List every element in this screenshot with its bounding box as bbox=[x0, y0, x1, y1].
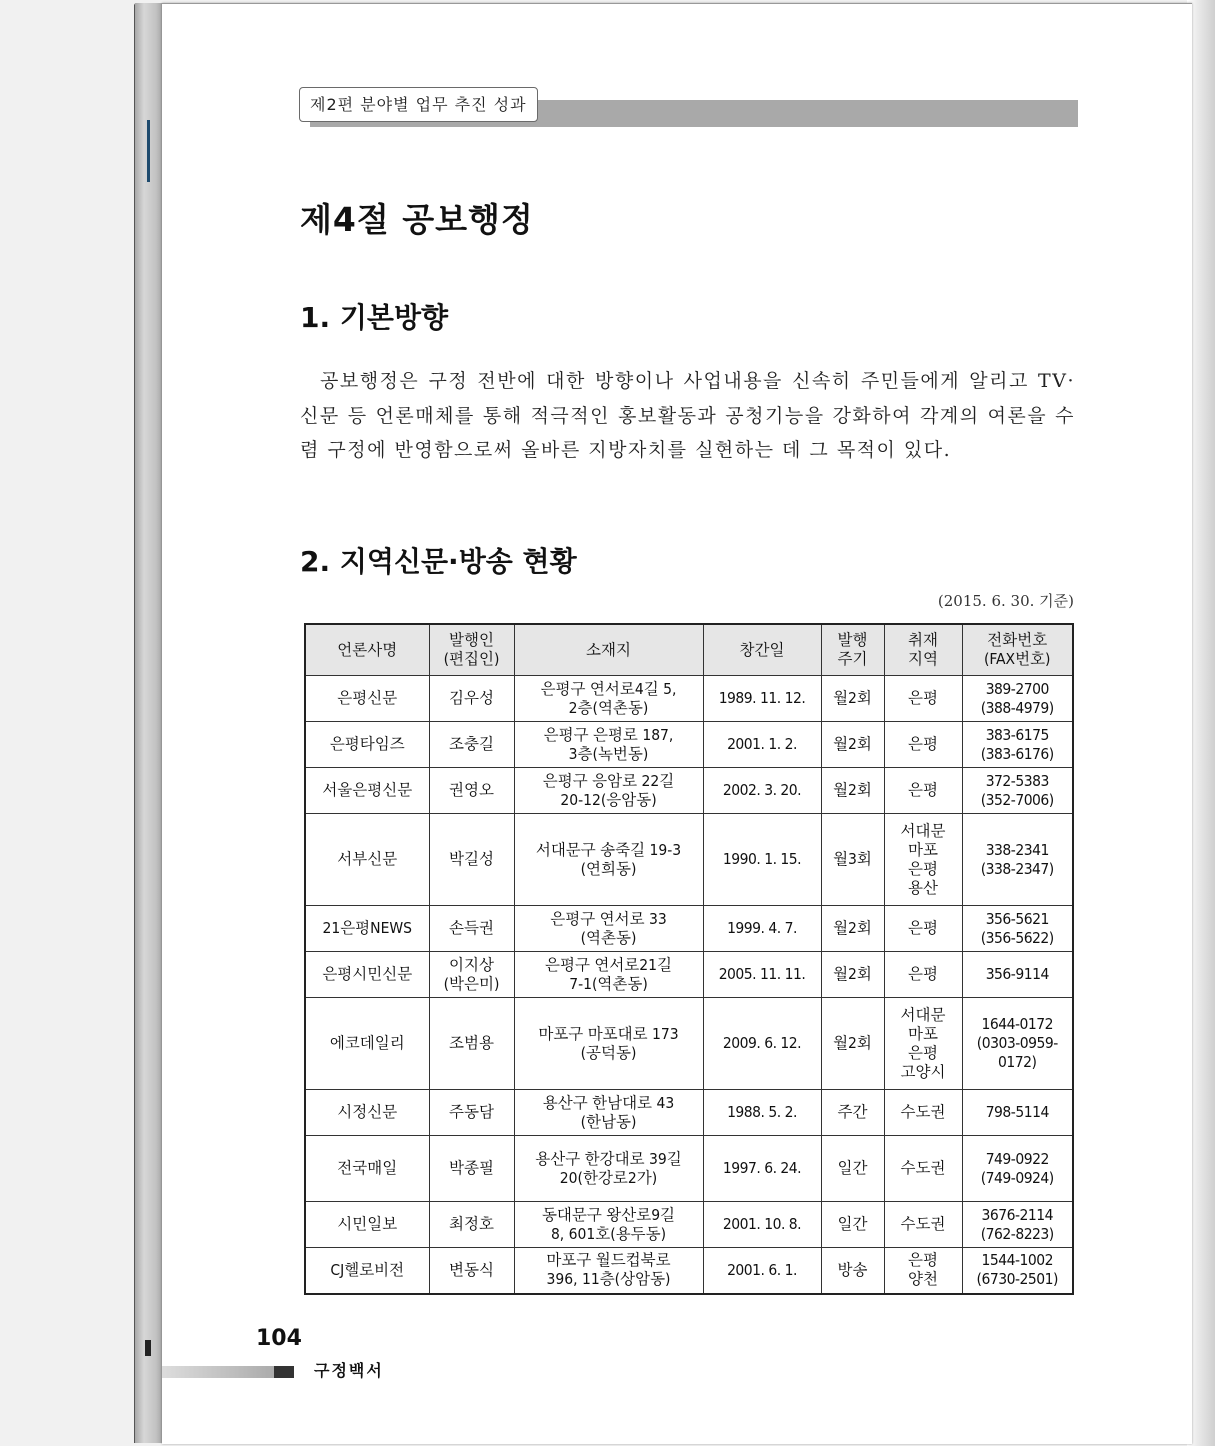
cell-name bbox=[305, 1248, 429, 1294]
cell-phone-line: (338-2347) bbox=[980, 859, 1054, 878]
cell-phone bbox=[962, 1136, 1073, 1202]
cell-cycle bbox=[821, 952, 884, 998]
col-header-address: 소재지 bbox=[514, 624, 703, 676]
cell-address-line: 은평구 연서로 33 bbox=[550, 909, 667, 928]
col-header-phone: 전화번호 (FAX번호) bbox=[962, 624, 1073, 676]
cell-name bbox=[305, 952, 429, 998]
cell-phone bbox=[962, 1248, 1073, 1294]
cell-name bbox=[305, 1090, 429, 1136]
cell-address-line: 20(한강로2가) bbox=[559, 1168, 658, 1187]
cell-address-line: 용산구 한남대로 43 bbox=[542, 1093, 675, 1112]
cell-founded bbox=[703, 906, 821, 952]
cell-publisher-line: 손득권 bbox=[449, 919, 494, 937]
cell-publisher bbox=[429, 906, 514, 952]
cell-phone bbox=[962, 1202, 1073, 1248]
cell-area-line: 양천 bbox=[908, 1270, 938, 1289]
section-title: 제4절 공보행정 bbox=[300, 200, 534, 239]
col-header-founded: 창간일 bbox=[703, 624, 821, 676]
cell-phone-line: (356-5622) bbox=[980, 928, 1054, 947]
col-header-cycle: 발행 주기 bbox=[821, 624, 884, 676]
cell-phone-line: 356-9114 bbox=[985, 965, 1049, 983]
cell-name-text: 시민일보 bbox=[337, 1215, 398, 1233]
cell-founded-text: 2001. 10. 8. bbox=[722, 1215, 802, 1233]
cell-phone-line: (383-6176) bbox=[980, 744, 1054, 763]
cell-area bbox=[884, 952, 962, 998]
cell-area bbox=[884, 1248, 962, 1294]
cell-publisher-line: (박은미) bbox=[443, 974, 500, 993]
cell-founded bbox=[703, 1136, 821, 1202]
cell-phone bbox=[962, 676, 1073, 722]
cell-address-line: 은평구 응암로 22길 bbox=[542, 771, 675, 790]
table-row bbox=[305, 722, 1073, 768]
cell-phone bbox=[962, 1090, 1073, 1136]
cell-address-line: 동대문구 왕산로9길 bbox=[541, 1205, 676, 1224]
cell-publisher bbox=[429, 1136, 514, 1202]
table-row bbox=[305, 1248, 1073, 1294]
cell-cycle-text: 월3회 bbox=[833, 850, 872, 868]
cell-area-line: 서대문 bbox=[900, 1005, 946, 1024]
table-row bbox=[305, 1136, 1073, 1202]
cell-phone bbox=[962, 722, 1073, 768]
cell-area-line: 서대문 bbox=[900, 821, 946, 840]
cell-area-line: 은평 bbox=[908, 1251, 938, 1270]
cell-publisher-line: 조충길 bbox=[449, 735, 494, 753]
cell-area-line: 은평 bbox=[908, 919, 938, 937]
cell-name bbox=[305, 676, 429, 722]
cell-cycle bbox=[821, 1202, 884, 1248]
cell-area-line: 은평 bbox=[908, 735, 938, 753]
cell-phone-line: (352-7006) bbox=[980, 790, 1054, 809]
basis-date: (2015. 6. 30. 기준) bbox=[937, 592, 1074, 610]
cell-founded-text: 2009. 6. 12. bbox=[722, 1034, 802, 1052]
cell-publisher-line: 변동식 bbox=[449, 1260, 494, 1279]
cell-area bbox=[884, 722, 962, 768]
cell-area-line: 고양시 bbox=[900, 1062, 946, 1081]
cell-phone-line: 0172) bbox=[998, 1053, 1037, 1071]
cell-cycle-text: 방송 bbox=[837, 1260, 868, 1279]
document-page bbox=[162, 3, 1192, 1444]
cell-phone-line: 1644-0172 bbox=[981, 1015, 1053, 1033]
page-number: 104 bbox=[256, 1326, 302, 1351]
cell-cycle bbox=[821, 768, 884, 814]
table-header-row bbox=[305, 624, 1073, 676]
cell-area-line: 마포 bbox=[908, 1024, 938, 1043]
cell-publisher bbox=[429, 952, 514, 998]
cell-cycle-text: 월2회 bbox=[833, 919, 872, 937]
cell-founded bbox=[703, 952, 821, 998]
cell-phone-line: (0303-0959- bbox=[976, 1034, 1058, 1052]
cell-address-line: 8, 601호(용두동) bbox=[550, 1224, 667, 1243]
body-paragraph: 공보행정은 구정 전반에 대한 방향이나 사업내용을 신속히 주민들에게 알리고 TV·신문 등 언론매체를 통해 적극적인 홍보활동과 공청기능을 강화하여 각계의 여론을 수렴 구정에 반영함으로써 올바른 지방자치를 실현하는 데 그 목적이 있다. bbox=[300, 370, 1075, 461]
cell-founded-text: 1989. 11. 12. bbox=[718, 689, 806, 707]
cell-address bbox=[514, 1090, 703, 1136]
col-header-area: 취재 지역 bbox=[884, 624, 962, 676]
col-header-publisher: 발행인 (편집인) bbox=[429, 624, 514, 676]
cell-founded bbox=[703, 676, 821, 722]
cell-publisher bbox=[429, 676, 514, 722]
cell-founded-text: 2001. 1. 2. bbox=[727, 735, 797, 753]
cell-name-text: 은평타임즈 bbox=[329, 735, 405, 753]
cell-cycle bbox=[821, 722, 884, 768]
cell-name bbox=[305, 814, 429, 906]
table-row bbox=[305, 952, 1073, 998]
cell-founded-text: 1990. 1. 15. bbox=[722, 850, 802, 868]
cell-area bbox=[884, 676, 962, 722]
part-label: 제2편 분야별 업무 추진 성과 bbox=[299, 87, 538, 122]
cell-phone bbox=[962, 906, 1073, 952]
cell-address-line: (연희동) bbox=[580, 859, 637, 878]
cell-area bbox=[884, 814, 962, 906]
cell-name-text: 전국매일 bbox=[337, 1159, 398, 1177]
book-spine-edge bbox=[134, 3, 165, 1443]
cell-address-line: 2층(역촌동) bbox=[568, 698, 649, 717]
table-row bbox=[305, 814, 1073, 906]
table-row bbox=[305, 906, 1073, 952]
cell-address-line: 은평구 은평로 187, bbox=[543, 725, 674, 744]
cell-founded-text: 1997. 6. 24. bbox=[722, 1159, 802, 1177]
cell-phone-line: (749-0924) bbox=[980, 1168, 1054, 1187]
spine-marker bbox=[145, 1340, 151, 1356]
cell-founded-text: 2005. 11. 11. bbox=[718, 965, 806, 983]
cell-publisher-line: 조범용 bbox=[449, 1034, 494, 1052]
cell-address bbox=[514, 906, 703, 952]
cell-cycle bbox=[821, 1248, 884, 1294]
cell-address bbox=[514, 1248, 703, 1294]
media-table bbox=[304, 623, 1074, 1295]
cell-publisher bbox=[429, 998, 514, 1090]
cell-cycle-text: 월2회 bbox=[833, 1034, 872, 1052]
cell-publisher-line: 박종필 bbox=[449, 1159, 494, 1177]
cell-publisher-line: 이지상 bbox=[449, 955, 494, 974]
cell-address-line: 마포구 마포대로 173 bbox=[538, 1024, 679, 1043]
cell-name bbox=[305, 998, 429, 1090]
cell-publisher bbox=[429, 768, 514, 814]
cell-address-line: 20-12(응암동) bbox=[560, 790, 657, 809]
cell-founded bbox=[703, 814, 821, 906]
cell-cycle bbox=[821, 676, 884, 722]
cell-name bbox=[305, 722, 429, 768]
cell-name-text: 서부신문 bbox=[337, 850, 398, 868]
footer-bar-accent bbox=[274, 1366, 294, 1378]
cell-publisher-line: 김우성 bbox=[449, 689, 494, 707]
cell-cycle bbox=[821, 998, 884, 1090]
cell-cycle-text: 월2회 bbox=[833, 735, 872, 753]
book-title: 구정백서 bbox=[314, 1361, 384, 1380]
cell-publisher-line: 권영오 bbox=[449, 781, 494, 799]
cell-area bbox=[884, 768, 962, 814]
cell-area-line: 은평 bbox=[908, 965, 938, 983]
cell-name-text: 21은평NEWS bbox=[322, 919, 413, 937]
cell-address-line: 마포구 월드컵북로 bbox=[546, 1251, 671, 1270]
cell-name-text: 은평시민신문 bbox=[322, 965, 413, 983]
cell-address-line: 7-1(역촌동) bbox=[569, 974, 648, 993]
cell-founded-text: 1988. 5. 2. bbox=[727, 1103, 797, 1121]
cell-area bbox=[884, 998, 962, 1090]
cell-publisher-line: 최정호 bbox=[449, 1215, 494, 1233]
cell-phone-line: (6730-2501) bbox=[976, 1270, 1058, 1289]
cell-cycle-text: 일간 bbox=[837, 1159, 868, 1177]
table-body bbox=[305, 676, 1073, 1294]
cell-name-text: 에코데일리 bbox=[329, 1034, 405, 1052]
cell-cycle-text: 월2회 bbox=[833, 689, 872, 707]
cell-area-line: 마포 bbox=[908, 840, 938, 859]
cell-area-line: 수도권 bbox=[900, 1103, 946, 1121]
cell-area-line: 은평 bbox=[908, 1043, 938, 1062]
cell-founded bbox=[703, 722, 821, 768]
cell-founded bbox=[703, 1090, 821, 1136]
spine-marker bbox=[147, 120, 150, 182]
cell-address-line: 3층(녹번동) bbox=[568, 744, 649, 763]
cell-publisher bbox=[429, 722, 514, 768]
cell-phone-line: 372-5383 bbox=[985, 771, 1049, 790]
cell-address-line: (공덕동) bbox=[580, 1043, 637, 1062]
cell-name-text: 은평신문 bbox=[337, 689, 398, 707]
cell-area-line: 용산 bbox=[908, 878, 938, 897]
table-row bbox=[305, 1202, 1073, 1248]
cell-publisher bbox=[429, 814, 514, 906]
table-row bbox=[305, 1090, 1073, 1136]
cell-address-line: 396, 11층(상암동) bbox=[546, 1270, 671, 1289]
cell-area-line: 은평 bbox=[908, 781, 938, 799]
cell-address bbox=[514, 676, 703, 722]
table-row bbox=[305, 768, 1073, 814]
cell-founded bbox=[703, 998, 821, 1090]
cell-founded-text: 2001. 6. 1. bbox=[727, 1260, 797, 1279]
cell-phone bbox=[962, 952, 1073, 998]
cell-area bbox=[884, 1202, 962, 1248]
cell-area-line: 은평 bbox=[908, 689, 938, 707]
cell-address-line: 서대문구 송죽길 19-3 bbox=[535, 840, 682, 859]
cell-address-line: 은평구 연서로4길 5, bbox=[540, 679, 677, 698]
cell-cycle bbox=[821, 814, 884, 906]
cell-address bbox=[514, 722, 703, 768]
cell-area-line: 수도권 bbox=[900, 1215, 946, 1233]
cell-cycle bbox=[821, 1136, 884, 1202]
cell-address-line: 은평구 연서로21길 bbox=[545, 955, 672, 974]
footer-bar bbox=[162, 1366, 277, 1378]
cell-address bbox=[514, 1202, 703, 1248]
cell-cycle bbox=[821, 1090, 884, 1136]
cell-address bbox=[514, 952, 703, 998]
cell-address-line: 용산구 한강대로 39길 bbox=[535, 1149, 682, 1168]
cell-phone bbox=[962, 998, 1073, 1090]
cell-founded bbox=[703, 1248, 821, 1294]
cell-founded-text: 2002. 3. 20. bbox=[722, 781, 802, 799]
cell-cycle-text: 주간 bbox=[837, 1103, 868, 1121]
cell-name bbox=[305, 906, 429, 952]
cell-phone-line: (388-4979) bbox=[980, 698, 1054, 717]
cell-publisher-line: 주동담 bbox=[449, 1103, 494, 1121]
cell-publisher bbox=[429, 1248, 514, 1294]
cell-founded bbox=[703, 1202, 821, 1248]
cell-address-line: (한남동) bbox=[580, 1112, 637, 1131]
cell-phone-line: 338-2341 bbox=[985, 840, 1049, 859]
cell-phone-line: 798-5114 bbox=[985, 1103, 1049, 1121]
cell-cycle bbox=[821, 906, 884, 952]
cell-phone-line: 749-0922 bbox=[985, 1149, 1049, 1168]
cell-phone bbox=[962, 814, 1073, 906]
cell-name bbox=[305, 1202, 429, 1248]
cell-address bbox=[514, 768, 703, 814]
cell-founded bbox=[703, 768, 821, 814]
cell-name bbox=[305, 1136, 429, 1202]
cell-address bbox=[514, 998, 703, 1090]
cell-phone-line: 356-5621 bbox=[985, 909, 1049, 928]
cell-address bbox=[514, 814, 703, 906]
cell-address-line: (역촌동) bbox=[580, 928, 637, 947]
cell-publisher bbox=[429, 1090, 514, 1136]
cell-publisher-line: 박길성 bbox=[449, 850, 494, 868]
cell-address bbox=[514, 1136, 703, 1202]
subsection-title-basic-direction: 1. 기본방향 bbox=[300, 301, 449, 334]
table-row bbox=[305, 998, 1073, 1090]
cell-phone bbox=[962, 768, 1073, 814]
cell-cycle-text: 월2회 bbox=[833, 965, 872, 983]
cell-cycle-text: 일간 bbox=[837, 1215, 868, 1233]
cell-area-line: 수도권 bbox=[900, 1159, 946, 1177]
cell-area bbox=[884, 1136, 962, 1202]
cell-area bbox=[884, 906, 962, 952]
col-header-name: 언론사명 bbox=[305, 624, 429, 676]
cell-phone-line: 383-6175 bbox=[985, 725, 1049, 744]
cell-area-line: 은평 bbox=[908, 859, 938, 878]
cell-name-text: 시정신문 bbox=[337, 1103, 398, 1121]
cell-name bbox=[305, 768, 429, 814]
cell-phone-line: 1544-1002 bbox=[981, 1251, 1053, 1270]
cell-phone-line: 389-2700 bbox=[985, 679, 1049, 698]
cell-name-text: CJ헬로비전 bbox=[330, 1260, 405, 1279]
cell-name-text: 서울은평신문 bbox=[322, 781, 413, 799]
cell-publisher bbox=[429, 1202, 514, 1248]
cell-phone-line: (762-8223) bbox=[980, 1224, 1054, 1243]
subsection-title-media-status: 2. 지역신문·방송 현황 bbox=[300, 545, 577, 578]
table-row bbox=[305, 676, 1073, 722]
cell-area bbox=[884, 1090, 962, 1136]
cell-founded-text: 1999. 4. 7. bbox=[727, 919, 797, 937]
cell-cycle-text: 월2회 bbox=[833, 781, 872, 799]
cell-phone-line: 3676-2114 bbox=[981, 1205, 1053, 1224]
